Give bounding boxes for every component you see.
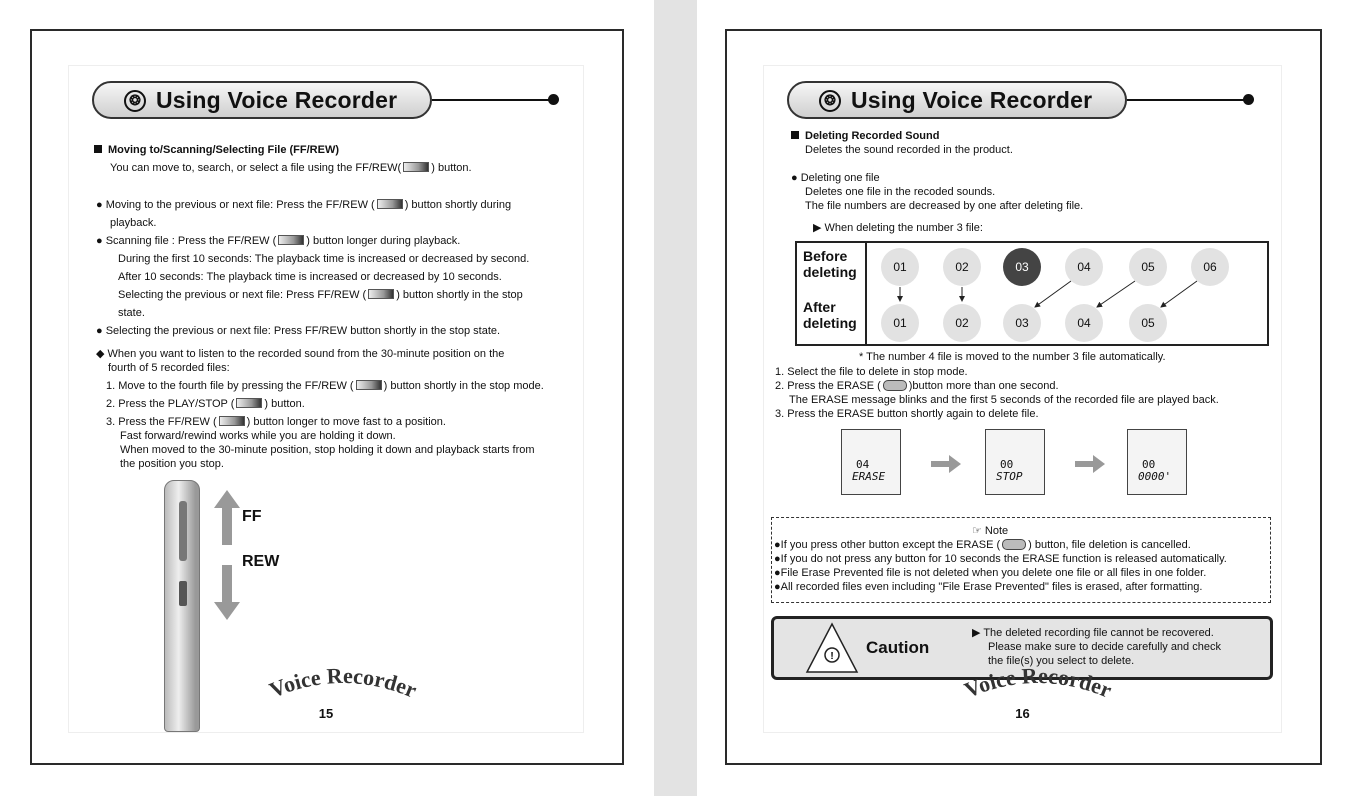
- ffrew-button-icon: [403, 162, 429, 172]
- header-rule-dot: [1243, 94, 1254, 105]
- lcd-stop-screen: 00 STOP: [985, 429, 1045, 495]
- page-number: 16: [1015, 706, 1030, 721]
- note-4: ●All recorded files even including "File Erase Prevented" files is erased, after formatting.: [774, 581, 1203, 593]
- erase-button-icon: [883, 380, 907, 391]
- section-title: Deleting Recorded Sound: [791, 129, 939, 143]
- before-file: 01: [881, 248, 919, 286]
- caution-line-1: ▶ The deleted recording file cannot be recovered.: [972, 627, 1214, 639]
- right-arrow-icon: [931, 455, 961, 473]
- before-file: 06: [1191, 248, 1229, 286]
- step-3-line-4: the position you stop.: [120, 458, 224, 470]
- square-bullet-icon: [94, 145, 102, 153]
- bullet-moving: ● Moving to the previous or next file: Press the FF/REW ( ) button shortly during: [96, 199, 512, 211]
- step-1: 1. Select the file to delete in stop mode.: [775, 366, 968, 378]
- diamond-note: ◆ When you want to listen to the recorded sound from the 30-minute position on the: [96, 348, 505, 360]
- diamond-note-cont: fourth of 5 recorded files:: [108, 362, 230, 374]
- ffrew-button-icon: [377, 199, 403, 209]
- recorder-logo-icon: ❂: [124, 90, 146, 112]
- ffrew-button-icon: [368, 289, 394, 299]
- before-file: 05: [1129, 248, 1167, 286]
- step-2: 2. Press the ERASE ( )button more than one second.: [775, 380, 1059, 392]
- page-title: Using Voice Recorder: [156, 87, 398, 113]
- header-banner: [787, 81, 1127, 119]
- scanning-line-4: state.: [118, 307, 145, 319]
- svg-text:Voice Recorder: Voice Recorder: [960, 662, 1116, 703]
- header-banner: [92, 81, 432, 119]
- ffrew-button-icon: [356, 380, 382, 390]
- header-rule: [432, 99, 552, 101]
- step-3-line-3: When moved to the 30-minute position, stop holding it down and playback starts from: [120, 444, 535, 456]
- header-rule: [1127, 99, 1247, 101]
- step-3: 3. Press the FF/REW ( ) button longer to move fast to a position.: [106, 416, 446, 428]
- note-2: ●If you do not press any button for 10 seconds the ERASE function is released automatically.: [774, 553, 1227, 565]
- left-page: [0, 0, 654, 796]
- caution-line-2: Please make sure to decide carefully and check: [988, 641, 1221, 653]
- intro-text: You can move to, search, or select a file using the FF/REW( ) button.: [110, 162, 472, 174]
- ff-label: FF: [242, 508, 262, 525]
- bullet-line-1: Deletes one file in the recoded sounds.: [805, 186, 996, 198]
- scanning-line-3: Selecting the previous or next file: Press FF/REW ( ) button shortly in the stop: [118, 289, 523, 301]
- left-page-content: [68, 65, 584, 733]
- after-file: 04: [1065, 304, 1103, 342]
- step-3-line-2: Fast forward/rewind works while you are holding it down.: [120, 430, 396, 442]
- section-description: Deletes the sound recorded in the product.: [805, 144, 1013, 156]
- left-page-frame: [30, 29, 624, 765]
- bullet-selecting: ● Selecting the previous or next file: Press FF/REW button shortly in the stop state.: [96, 325, 501, 337]
- right-page-frame: [725, 29, 1322, 765]
- section-title: Moving to/Scanning/Selecting File (FF/REW): [94, 143, 339, 157]
- note-1: ●If you press other button except the ERASE ( ) button, file deletion is cancelled.: [774, 539, 1191, 551]
- file-sequence-diagram: [795, 241, 1269, 346]
- before-file-deleted: 03: [1003, 248, 1041, 286]
- scanning-line-2: After 10 seconds: The playback time is increased or decreased by 10 seconds.: [118, 271, 502, 283]
- scanning-line-1: During the first 10 seconds: The playback time is increased or decreased by second.: [118, 253, 530, 265]
- after-file: 03: [1003, 304, 1041, 342]
- voice-recorder-device-image: [164, 480, 200, 732]
- caution-label: Caution: [866, 638, 930, 657]
- bullet-scanning: ● Scanning file : Press the FF/REW ( ) button longer during playback.: [96, 235, 461, 247]
- right-arrow-icon: [1075, 455, 1105, 473]
- step-2: 2. Press the PLAY/STOP ( ) button.: [106, 398, 305, 410]
- caution-line-3: the file(s) you select to delete.: [988, 655, 1135, 667]
- lcd-counter-screen: 00 0000': [1127, 429, 1187, 495]
- page-title: Using Voice Recorder: [851, 87, 1093, 113]
- play-stop-button-icon: [236, 398, 262, 408]
- note-title: ☞ Note: [972, 525, 1009, 537]
- erase-button-icon: [1002, 539, 1026, 550]
- footnote: * The number 4 file is moved to the number 3 file automatically.: [859, 351, 1166, 363]
- note-3: ●File Erase Prevented file is not deleted when you delete one file or all files in one folder.: [774, 567, 1207, 579]
- svg-text:!: !: [830, 651, 834, 662]
- warning-triangle-icon: [804, 621, 860, 675]
- when-deleting-text: ▶ When deleting the number 3 file:: [813, 222, 983, 234]
- step-3: 3. Press the ERASE button shortly again to delete file.: [775, 408, 1039, 420]
- rew-label: REW: [242, 553, 280, 570]
- bullet-line-2: The file numbers are decreased by one after deleting file.: [805, 200, 1084, 212]
- before-file: 02: [943, 248, 981, 286]
- recorder-logo-icon: ❂: [819, 90, 841, 112]
- after-file: 02: [943, 304, 981, 342]
- after-file: 05: [1129, 304, 1167, 342]
- bullet-deleting-one: ● Deleting one file: [791, 172, 880, 184]
- page-number: 15: [318, 706, 334, 721]
- ffrew-button-icon: [278, 235, 304, 245]
- file-shift-arrows-icon: [797, 243, 1267, 344]
- lcd-erase-screen: 04 ERASE: [841, 429, 901, 495]
- right-page: [697, 0, 1351, 796]
- before-file: 04: [1065, 248, 1103, 286]
- square-bullet-icon: [791, 131, 799, 139]
- step-1: 1. Move to the fourth file by pressing the FF/REW ( ) button shortly in the stop mode.: [106, 380, 544, 392]
- after-file: 01: [881, 304, 919, 342]
- ff-rew-arrows-icon: [214, 490, 240, 620]
- bullet-moving-cont: playback.: [110, 217, 157, 229]
- step-2-line-2: The ERASE message blinks and the first 5 seconds of the recorded file are played back.: [789, 394, 1219, 406]
- right-page-content: [763, 65, 1282, 733]
- header-rule-dot: [548, 94, 559, 105]
- after-label: After deleting: [803, 299, 857, 331]
- svg-text:Voice Recorder: Voice Recorder: [265, 662, 421, 703]
- before-label: Before deleting: [803, 248, 857, 280]
- note-box: [771, 517, 1271, 603]
- ffrew-button-icon: [219, 416, 245, 426]
